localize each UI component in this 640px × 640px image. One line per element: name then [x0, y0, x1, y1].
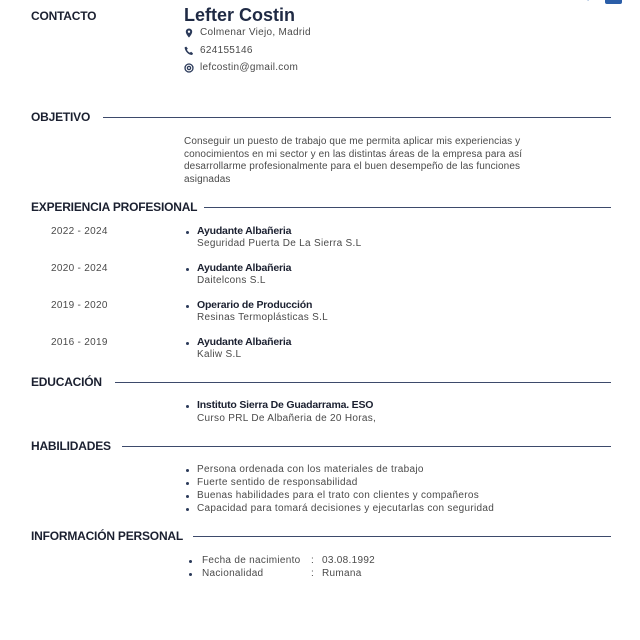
location-pin-icon — [184, 28, 194, 38]
bullet — [189, 560, 192, 563]
experience-dates: 2019 - 2020 — [51, 300, 108, 311]
experience-dates: 2016 - 2019 — [51, 337, 108, 348]
personal-info-value: Rumana — [322, 568, 362, 579]
experience-company: Daitelcons S.L — [197, 275, 266, 286]
skill-item: Capacidad para tomará decisiones y ejecutarlas con seguridad — [197, 503, 495, 514]
skill-item: Persona ordenada con los materiales de trabajo — [197, 464, 424, 475]
bullet — [186, 305, 189, 308]
phone-icon — [184, 46, 194, 56]
personal-info-colon: : — [311, 568, 314, 579]
bullet — [186, 469, 189, 472]
bullet — [186, 231, 189, 234]
phone-text: 624155146 — [200, 45, 253, 56]
at-sign-icon — [184, 63, 194, 73]
corner-badge-button[interactable] — [605, 0, 622, 4]
education-detail: Curso PRL De Albañeria de 20 Horas, — [197, 413, 377, 424]
experience-company: Seguridad Puerta De La Sierra S.L — [197, 238, 362, 249]
bullet — [189, 573, 192, 576]
experience-divider — [204, 207, 611, 208]
bullet — [186, 405, 189, 408]
objective-text: Conseguir un puesto de trabajo que me permita aplicar mis experiencias y conocimientos en mi sector y en las distintas áreas de la empresa para así desarrollarme profesionalmente para el buen desempeño de las funciones asignadas — [184, 136, 523, 185]
experience-dates: 2020 - 2024 — [51, 263, 108, 274]
experience-title: Ayudante Albañeria — [197, 225, 292, 237]
personal-info-divider — [193, 536, 611, 537]
personal-info-section-title: INFORMACIÓN PERSONAL — [31, 529, 184, 543]
experience-company: Kaliw S.L — [197, 349, 242, 360]
experience-company: Resinas Termoplásticas S.L — [197, 312, 329, 323]
experience-title: Operario de Producción — [197, 299, 313, 311]
bullet — [186, 482, 189, 485]
education-section-title: EDUCACIÓN — [31, 375, 102, 389]
candidate-name: Lefter Costin — [184, 5, 296, 25]
education-divider — [115, 382, 611, 383]
bullet — [186, 268, 189, 271]
contact-phone — [184, 45, 253, 56]
experience-title: Ayudante Albañeria — [197, 262, 292, 274]
bullet — [186, 508, 189, 511]
experience-dates: 2022 - 2024 — [51, 226, 108, 237]
email-text[interactable]: lefcostin@gmail.com — [200, 62, 299, 73]
contact-email — [184, 62, 298, 73]
bullet — [186, 495, 189, 498]
corner-badge-text[interactable] — [559, 0, 603, 1]
skill-item: Fuerte sentido de responsabilidad — [197, 477, 358, 488]
skill-item: Buenas habilidades para el trato con clientes y compañeros — [197, 490, 480, 501]
location-text: Colmenar Viejo, Madrid — [200, 27, 311, 38]
education-title: Instituto Sierra De Guadarrama. ESO — [197, 399, 374, 411]
bullet — [186, 342, 189, 345]
personal-info-label: Nacionalidad — [202, 568, 264, 579]
contact-section-title: CONTACTO — [31, 9, 97, 23]
experience-section-title: EXPERIENCIA PROFESIONAL — [31, 200, 198, 214]
personal-info-value: 03.08.1992 — [322, 555, 376, 566]
skills-divider — [122, 446, 611, 447]
personal-info-colon: : — [311, 555, 314, 566]
contact-location — [184, 27, 311, 38]
personal-info-label: Fecha de nacimiento — [202, 555, 301, 566]
objective-section-title: OBJETIVO — [31, 110, 91, 124]
experience-title: Ayudante Albañeria — [197, 336, 292, 348]
objective-divider — [103, 117, 611, 118]
skills-section-title: HABILIDADES — [31, 439, 111, 453]
